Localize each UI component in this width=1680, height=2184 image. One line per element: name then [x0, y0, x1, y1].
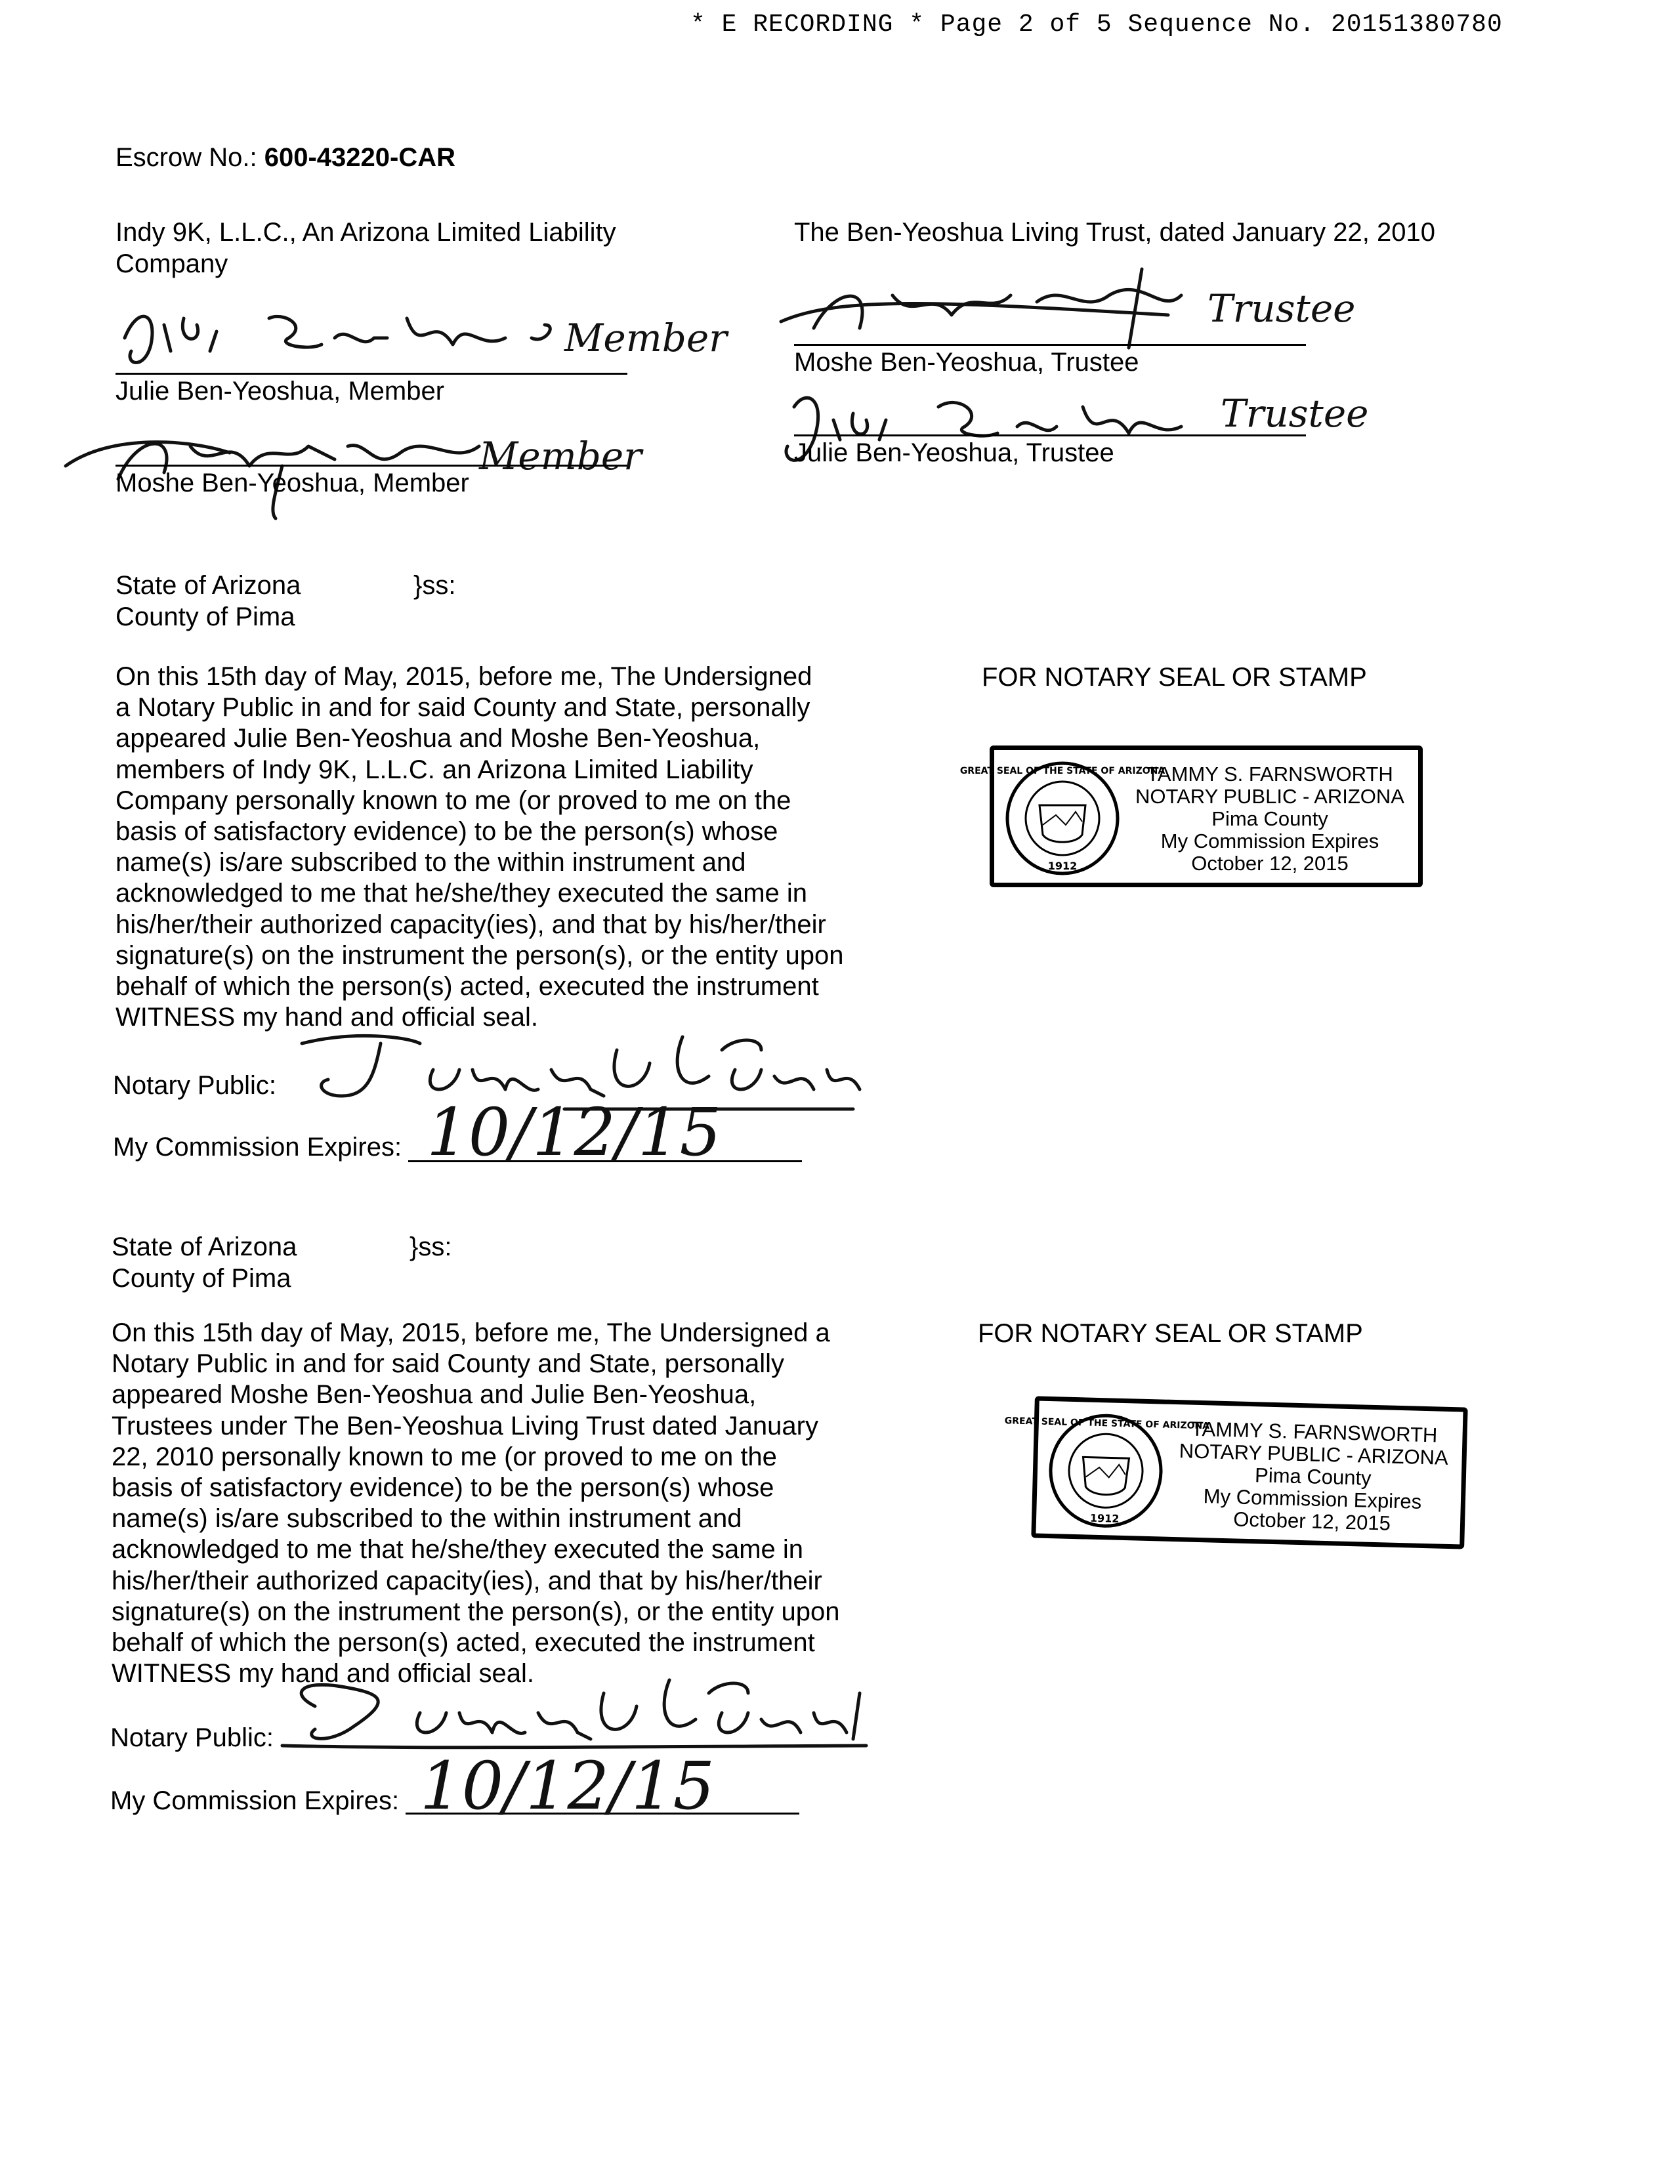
- notary1-line: a Notary Public in and for said County and State, personally: [116, 693, 810, 723]
- stamp2-text: [1167, 1418, 1459, 1536]
- stamp-title: NOTARY PUBLIC - ARIZONA: [1179, 1439, 1449, 1469]
- handwritten-member-2: Member: [479, 434, 642, 478]
- notary1-line: Company personally known to me (or proved to me on the: [116, 786, 791, 815]
- notary1-line: acknowledged to me that he/she/they executed the same in: [116, 879, 808, 908]
- notary2-signature: [276, 1667, 892, 1759]
- notary2-line: acknowledged to me that he/she/they executed the same in: [112, 1535, 804, 1564]
- stamp-name: TAMMY S. FARNSWORTH: [1146, 763, 1393, 786]
- notary1-line: basis of satisfactory evidence) to be the person(s) whose: [116, 817, 778, 847]
- julie-member-signature: [112, 299, 727, 377]
- notary1-seal-heading: FOR NOTARY SEAL OR STAMP: [982, 663, 1367, 692]
- julie-trustee-signature: [774, 381, 1418, 486]
- arizona-seal-icon: [959, 759, 1166, 877]
- notary1-line: On this 15th day of May, 2015, before me, The Undersigned: [116, 662, 812, 691]
- trust-signer2: Julie Ben-Yeoshua, Trustee: [794, 438, 1114, 467]
- notary2-seal-heading: FOR NOTARY SEAL OR STAMP: [978, 1319, 1363, 1348]
- stamp-county: Pima County: [1254, 1463, 1372, 1490]
- notary2-line: WITNESS my hand and official seal.: [112, 1659, 534, 1689]
- trust-signer1: Moshe Ben-Yeoshua, Trustee: [794, 348, 1139, 377]
- stamp1-text: [1125, 763, 1414, 875]
- stamp-expires-date: October 12, 2015: [1191, 852, 1349, 875]
- notary1-line: appeared Julie Ben-Yeoshua and Moshe Ben-Yeoshua,: [116, 724, 761, 753]
- notary2-line: behalf of which the person(s) acted, executed the instrument: [112, 1628, 815, 1658]
- notary1-acknowledgment: [116, 662, 843, 1033]
- notary1-expires-label: My Commission Expires:: [113, 1133, 402, 1162]
- llc-signature-line-2: [116, 465, 627, 467]
- stamp-county: Pima County: [1211, 807, 1328, 830]
- notary1-stamp: [959, 746, 1423, 887]
- notary1-state: State of Arizona: [116, 571, 301, 600]
- notary2-line: 22, 2010 personally known to me (or proved to me on the: [112, 1442, 777, 1471]
- notary2-line: appeared Moshe Ben-Yeoshua and Julie Ben-Yeoshua,: [112, 1380, 757, 1410]
- arizona-seal-icon: [1004, 1410, 1210, 1532]
- escrow-number: 600-43220-CAR: [264, 143, 456, 172]
- llc-signer1: Julie Ben-Yeoshua, Member: [116, 377, 445, 406]
- notary1-line: his/her/their authorized capacity(ies), and that by his/her/their: [116, 910, 826, 939]
- handwritten-trustee-2: Trustee: [1221, 391, 1369, 436]
- stamp-expires-label: My Commission Expires: [1203, 1484, 1422, 1513]
- notary2-public-label: Notary Public:: [110, 1723, 274, 1752]
- trust-signature-line-2: [794, 434, 1306, 436]
- notary1-line: behalf of which the person(s) acted, executed the instrument: [116, 972, 819, 1001]
- notary1-public-label: Notary Public:: [113, 1071, 276, 1100]
- notary2-line: his/her/their authorized capacity(ies), and that by his/her/their: [112, 1566, 822, 1595]
- notary2-county: County of Pima: [112, 1264, 291, 1293]
- stamp-title: NOTARY PUBLIC - ARIZONA: [1135, 785, 1404, 808]
- llc-company-line2: Company: [116, 249, 228, 278]
- notary2-stamp: [1004, 1396, 1467, 1549]
- notary2-acknowledgment: [112, 1318, 839, 1689]
- handwritten-trustee: Trustee: [1208, 286, 1356, 331]
- notary1-line: WITNESS my hand and official seal.: [116, 1003, 538, 1032]
- llc-company-line1: Indy 9K, L.L.C., An Arizona Limited Liability: [116, 218, 616, 247]
- notary2-expires-label: My Commission Expires:: [110, 1786, 400, 1815]
- notary1-county: County of Pima: [116, 602, 295, 631]
- seal-ring-text: GREAT SEAL OF THE STATE OF ARIZONA: [1004, 1416, 1210, 1432]
- llc-signature-line-1: [116, 373, 627, 375]
- notary2-line: Notary Public in and for said County and State, personally: [112, 1349, 785, 1379]
- recording-header: * E RECORDING * Page 2 of 5 Sequence No. 20151380780: [690, 10, 1503, 39]
- seal-ring-text: GREAT SEAL OF THE STATE OF ARIZONA: [959, 766, 1166, 776]
- trust-signature-line-1: [794, 344, 1306, 346]
- notary2-state: State of Arizona: [112, 1232, 297, 1261]
- notary2-line: basis of satisfactory evidence) to be the person(s) whose: [112, 1473, 774, 1503]
- notary2-expires-handwritten: 10/12/15: [420, 1748, 715, 1824]
- notary1-line: signature(s) on the instrument the person(s), or the entity upon: [116, 940, 844, 970]
- notary1-expires-handwritten: 10/12/15: [427, 1094, 722, 1171]
- seal-year: 1912: [1047, 860, 1078, 872]
- seal-year: 1912: [1089, 1511, 1120, 1525]
- notary2-line: Trustees under The Ben-Yeoshua Living Trust dated January: [112, 1411, 818, 1440]
- notary2-line: signature(s) on the instrument the person(s), or the entity upon: [112, 1597, 840, 1626]
- notary1-ss: }ss:: [413, 571, 456, 600]
- escrow-line: [116, 142, 455, 173]
- stamp-expires-label: My Commission Expires: [1160, 830, 1379, 852]
- notary1-line: members of Indy 9K, L.L.C. an Arizona Limited Liability: [116, 755, 753, 784]
- notary2-line: On this 15th day of May, 2015, before me, The Undersigned a: [112, 1318, 830, 1347]
- notary1-line: name(s) is/are subscribed to the within instrument and: [116, 848, 746, 877]
- llc-signer2: Moshe Ben-Yeoshua, Member: [116, 469, 469, 497]
- notary2-ss: }ss:: [410, 1232, 452, 1261]
- trust-name: The Ben-Yeoshua Living Trust, dated January 22, 2010: [794, 218, 1435, 247]
- stamp-expires-date: October 12, 2015: [1232, 1507, 1391, 1535]
- notary2-line: name(s) is/are subscribed to the within instrument and: [112, 1504, 742, 1534]
- stamp-name: TAMMY S. FARNSWORTH: [1190, 1417, 1438, 1447]
- escrow-label: Escrow No.:: [116, 143, 257, 172]
- handwritten-member: Member: [564, 316, 727, 360]
